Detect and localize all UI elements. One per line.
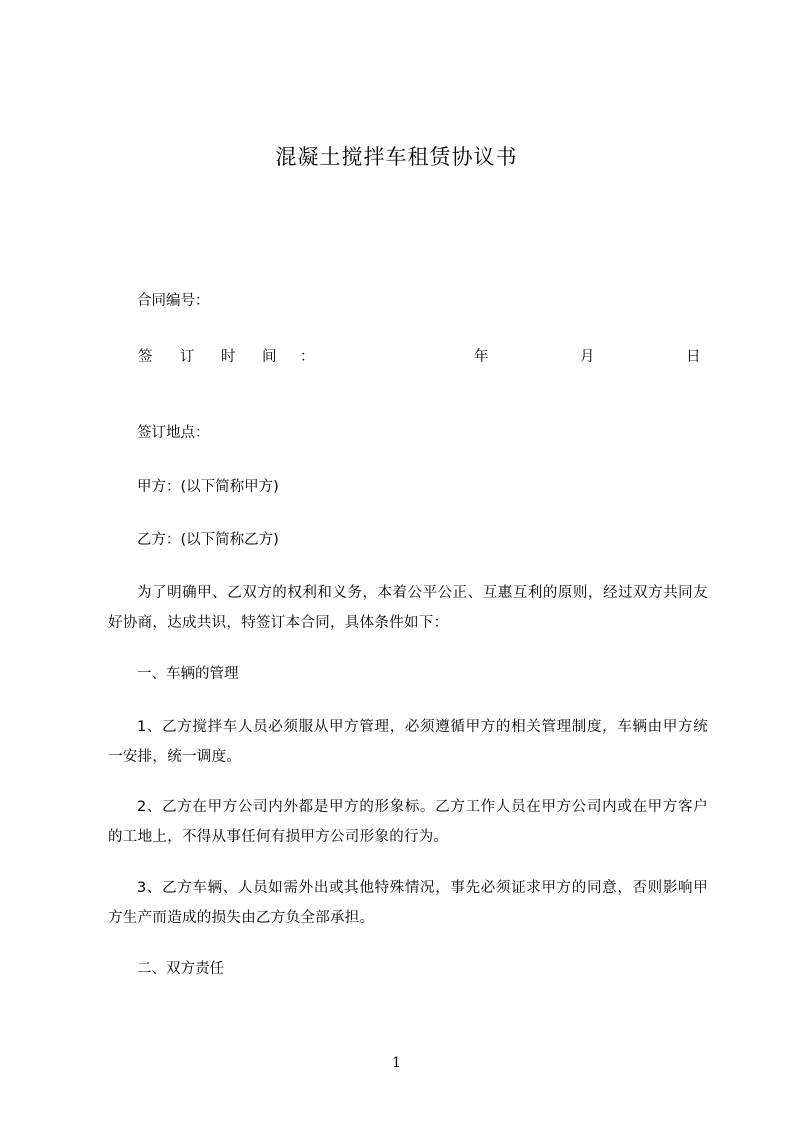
sign-time-row	[0, 345, 793, 365]
sign-place-label: 签订地点：	[137, 425, 210, 441]
party-a-line: 甲方：(以下简称甲方)	[137, 479, 279, 495]
sign-time-day: 日	[686, 349, 701, 365]
sign-time-month: 月	[580, 349, 595, 365]
document-title: 混凝土搅拌车租赁协议书	[275, 145, 518, 169]
sign-time-char-3: 时	[221, 349, 236, 365]
clause-3: 3、乙方车辆、人员如需外出或其他特殊情况，事先必须证求甲方的同意，否则影响甲方生产而造成的损失由乙方负全部承担。	[108, 880, 708, 926]
intro-paragraph: 为了明确甲、乙双方的权利和义务，本着公平公正、互惠互利的原则，经过双方共同友好协商，达成共识，特签订本合同，具体条件如下：	[108, 585, 708, 631]
party-b-line: 乙方：(以下简称乙方)	[137, 532, 279, 548]
section-2-title: 二、双方责任	[137, 961, 224, 977]
clause-1: 1、乙方搅拌车人员必须服从甲方管理，必须遵循甲方的相关管理制度，车辆由甲方统一安排，统一调度。	[108, 719, 708, 765]
sign-time-year: 年	[474, 349, 489, 365]
contract-number-label: 合同编号：	[137, 293, 210, 309]
sign-time-colon: ：	[300, 349, 315, 365]
sign-time-char-1: 签	[138, 349, 153, 365]
sign-time-char-2: 订	[180, 349, 195, 365]
clause-2: 2、乙方在甲方公司内外都是甲方的形象标。乙方工作人员在甲方公司内或在甲方客户的工地上，不得从事任何有损甲方公司形象的行为。	[108, 799, 708, 845]
sign-time-char-4: 间	[262, 349, 277, 365]
page-number: 1	[392, 1055, 401, 1071]
section-1-title: 一、车辆的管理	[137, 666, 239, 682]
